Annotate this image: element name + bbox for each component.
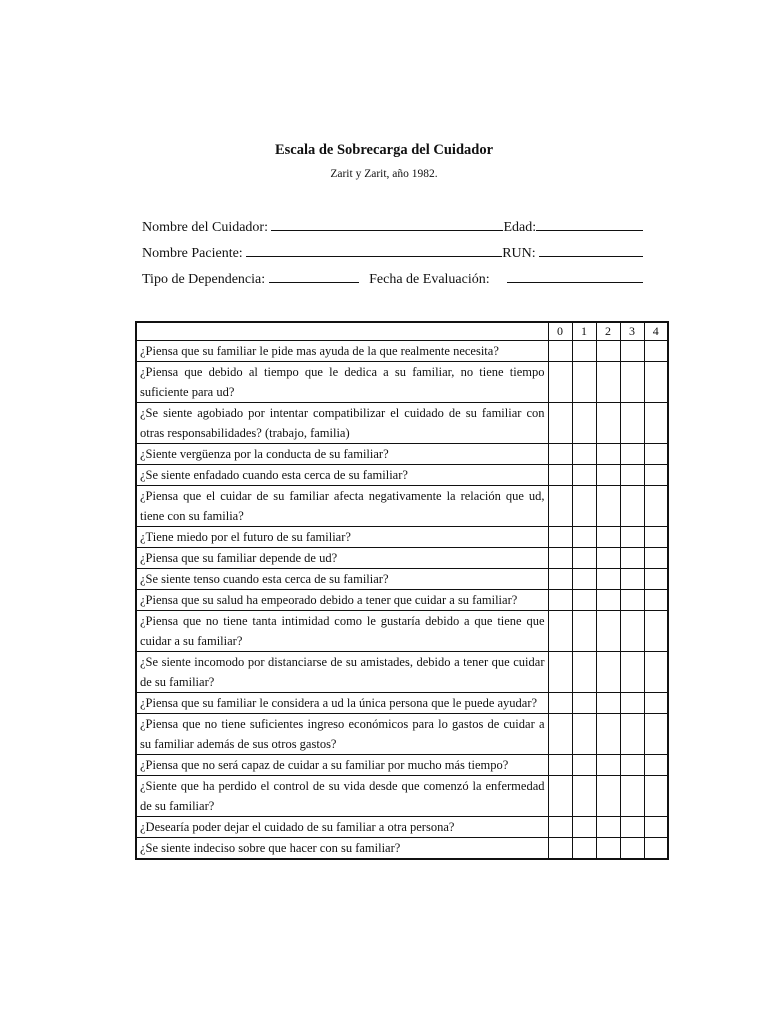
question-text: ¿Piensa que debido al tiempo que le dedica a su familiar, no tiene tiempo suficiente para ud? xyxy=(136,362,548,403)
header-blank-cell xyxy=(136,322,548,341)
score-cell-2[interactable] xyxy=(596,590,620,611)
score-cell-3[interactable] xyxy=(620,362,644,403)
score-cell-4[interactable] xyxy=(644,403,668,444)
score-cell-0[interactable] xyxy=(548,362,572,403)
score-cell-2[interactable] xyxy=(596,611,620,652)
question-text: ¿Piensa que no tiene tanta intimidad como le gustaría debido a que tiene que cuidar a su familiar? xyxy=(136,611,548,652)
score-cell-4[interactable] xyxy=(644,838,668,860)
score-cell-1[interactable] xyxy=(572,838,596,860)
dependency-label: Tipo de Dependencia: xyxy=(142,272,266,287)
score-cell-2[interactable] xyxy=(596,652,620,693)
caregiver-label: Nombre del Cuidador: xyxy=(142,220,268,235)
score-cell-2[interactable] xyxy=(596,548,620,569)
question-text: ¿Siente que ha perdido el control de su vida desde que comenzó la enfermedad de su familiar? xyxy=(136,776,548,817)
score-cell-1[interactable] xyxy=(572,548,596,569)
question-text: ¿Piensa que su familiar le considera a ud la única persona que le puede ayudar? xyxy=(136,693,548,714)
score-cell-3[interactable] xyxy=(620,569,644,590)
score-cell-1[interactable] xyxy=(572,755,596,776)
score-cell-3[interactable] xyxy=(620,341,644,362)
score-cell-3[interactable] xyxy=(620,486,644,527)
score-cell-0[interactable] xyxy=(548,755,572,776)
score-cell-4[interactable] xyxy=(644,486,668,527)
question-text: ¿Se siente agobiado por intentar compatibilizar el cuidado de su familiar con otras responsabilidades? (trabajo, familia) xyxy=(136,403,548,444)
age-label: Edad: xyxy=(503,220,537,235)
question-text: ¿Siente vergüenza por la conducta de su familiar? xyxy=(136,444,548,465)
score-cell-2[interactable] xyxy=(596,527,620,548)
question-text: ¿Se siente enfadado cuando esta cerca de su familiar? xyxy=(136,465,548,486)
score-cell-0[interactable] xyxy=(548,444,572,465)
document-title: Escala de Sobrecarga del Cuidador xyxy=(274,142,494,158)
score-cell-1[interactable] xyxy=(572,486,596,527)
question-text: ¿Se siente incomodo por distanciarse de su amistades, debido a tener que cuidar de su familiar? xyxy=(136,652,548,693)
score-cell-1[interactable] xyxy=(572,362,596,403)
score-cell-0[interactable] xyxy=(548,611,572,652)
patient-name-field[interactable] xyxy=(246,244,502,257)
score-cell-1[interactable] xyxy=(572,714,596,755)
table-header-row xyxy=(136,322,668,341)
patient-row xyxy=(142,244,643,262)
score-cell-4[interactable] xyxy=(644,362,668,403)
score-cell-3[interactable] xyxy=(620,465,644,486)
score-cell-1[interactable] xyxy=(572,611,596,652)
score-cell-0[interactable] xyxy=(548,403,572,444)
score-cell-0[interactable] xyxy=(548,569,572,590)
table-row xyxy=(136,652,668,693)
score-cell-2[interactable] xyxy=(596,693,620,714)
score-cell-3[interactable] xyxy=(620,548,644,569)
score-cell-4[interactable] xyxy=(644,527,668,548)
score-cell-1[interactable] xyxy=(572,403,596,444)
score-cell-0[interactable] xyxy=(548,776,572,817)
table-row xyxy=(136,403,668,444)
score-cell-1[interactable] xyxy=(572,817,596,838)
dependency-field[interactable] xyxy=(269,270,359,283)
score-cell-1[interactable] xyxy=(572,444,596,465)
table-row xyxy=(136,693,668,714)
score-cell-0[interactable] xyxy=(548,838,572,860)
score-cell-4[interactable] xyxy=(644,776,668,817)
score-cell-1[interactable] xyxy=(572,527,596,548)
score-cell-2[interactable] xyxy=(596,341,620,362)
score-cell-2[interactable] xyxy=(596,714,620,755)
burden-scale-table xyxy=(135,321,669,860)
score-cell-2[interactable] xyxy=(596,776,620,817)
score-cell-0[interactable] xyxy=(548,693,572,714)
score-cell-3[interactable] xyxy=(620,838,644,860)
question-text: ¿Se siente tenso cuando esta cerca de su familiar? xyxy=(136,569,548,590)
score-header: 1 xyxy=(572,322,596,341)
score-cell-2[interactable] xyxy=(596,362,620,403)
score-cell-4[interactable] xyxy=(644,444,668,465)
evaluation-date-label: Fecha de Evaluación: xyxy=(369,272,490,287)
table-row xyxy=(136,714,668,755)
document-subtitle: Zarit y Zarit, año 1982. xyxy=(330,168,438,180)
table-row xyxy=(136,465,668,486)
question-text: ¿Piensa que no será capaz de cuidar a su familiar por mucho más tiempo? xyxy=(136,755,548,776)
table-row xyxy=(136,569,668,590)
score-cell-2[interactable] xyxy=(596,403,620,444)
table-row xyxy=(136,341,668,362)
question-text: ¿Piensa que no tiene suficientes ingreso económicos para lo gastos de cuidar a su familiar además de sus otros gastos? xyxy=(136,714,548,755)
table-row xyxy=(136,527,668,548)
score-cell-3[interactable] xyxy=(620,693,644,714)
table-row xyxy=(136,444,668,465)
question-text: ¿Piensa que su familiar le pide mas ayuda de la que realmente necesita? xyxy=(136,341,548,362)
score-cell-3[interactable] xyxy=(620,714,644,755)
run-field[interactable] xyxy=(539,244,643,257)
score-cell-2[interactable] xyxy=(596,444,620,465)
score-cell-2[interactable] xyxy=(596,838,620,860)
score-cell-3[interactable] xyxy=(620,776,644,817)
score-cell-3[interactable] xyxy=(620,590,644,611)
score-cell-2[interactable] xyxy=(596,817,620,838)
score-cell-4[interactable] xyxy=(644,465,668,486)
table-row xyxy=(136,548,668,569)
score-header: 4 xyxy=(644,322,668,341)
question-text: ¿Piensa que su familiar depende de ud? xyxy=(136,548,548,569)
score-cell-0[interactable] xyxy=(548,548,572,569)
score-cell-1[interactable] xyxy=(572,465,596,486)
table-row xyxy=(136,755,668,776)
score-cell-1[interactable] xyxy=(572,652,596,693)
score-cell-2[interactable] xyxy=(596,755,620,776)
score-header: 0 xyxy=(548,322,572,341)
score-cell-2[interactable] xyxy=(596,569,620,590)
table-row xyxy=(136,590,668,611)
score-cell-1[interactable] xyxy=(572,693,596,714)
caregiver-name-field[interactable] xyxy=(271,218,503,231)
score-cell-2[interactable] xyxy=(596,486,620,527)
table-row xyxy=(136,362,668,403)
score-cell-0[interactable] xyxy=(548,590,572,611)
score-cell-3[interactable] xyxy=(620,527,644,548)
score-cell-0[interactable] xyxy=(548,341,572,362)
score-cell-4[interactable] xyxy=(644,611,668,652)
score-cell-0[interactable] xyxy=(548,527,572,548)
question-text: ¿Tiene miedo por el futuro de su familiar? xyxy=(136,527,548,548)
score-cell-4[interactable] xyxy=(644,652,668,693)
score-cell-4[interactable] xyxy=(644,755,668,776)
score-cell-4[interactable] xyxy=(644,817,668,838)
score-cell-1[interactable] xyxy=(572,590,596,611)
question-text: ¿Desearía poder dejar el cuidado de su familiar a otra persona? xyxy=(136,817,548,838)
score-cell-4[interactable] xyxy=(644,548,668,569)
score-cell-4[interactable] xyxy=(644,590,668,611)
score-cell-3[interactable] xyxy=(620,755,644,776)
score-cell-4[interactable] xyxy=(644,693,668,714)
score-cell-1[interactable] xyxy=(572,776,596,817)
score-cell-3[interactable] xyxy=(620,817,644,838)
score-cell-3[interactable] xyxy=(620,611,644,652)
table-row xyxy=(136,611,668,652)
score-cell-4[interactable] xyxy=(644,714,668,755)
score-cell-4[interactable] xyxy=(644,569,668,590)
evaluation-date-field[interactable] xyxy=(507,270,643,283)
table-row xyxy=(136,838,668,860)
run-label: RUN: xyxy=(502,246,536,261)
score-cell-0[interactable] xyxy=(548,817,572,838)
caregiver-row xyxy=(142,218,643,236)
question-text: ¿Piensa que su salud ha empeorado debido a tener que cuidar a su familiar? xyxy=(136,590,548,611)
score-header: 2 xyxy=(596,322,620,341)
score-cell-0[interactable] xyxy=(548,652,572,693)
score-cell-2[interactable] xyxy=(596,465,620,486)
score-cell-0[interactable] xyxy=(548,465,572,486)
score-cell-0[interactable] xyxy=(548,486,572,527)
score-cell-1[interactable] xyxy=(572,341,596,362)
table-row xyxy=(136,817,668,838)
score-cell-0[interactable] xyxy=(548,714,572,755)
patient-label: Nombre Paciente: xyxy=(142,246,243,261)
score-cell-3[interactable] xyxy=(620,652,644,693)
score-cell-4[interactable] xyxy=(644,341,668,362)
score-cell-3[interactable] xyxy=(620,403,644,444)
question-text: ¿Se siente indeciso sobre que hacer con su familiar? xyxy=(136,838,548,860)
table-row xyxy=(136,776,668,817)
score-cell-3[interactable] xyxy=(620,444,644,465)
score-cell-1[interactable] xyxy=(572,569,596,590)
age-field[interactable] xyxy=(536,218,643,231)
question-text: ¿Piensa que el cuidar de su familiar afecta negativamente la relación que ud, tiene con su familia? xyxy=(136,486,548,527)
dependency-row xyxy=(142,270,643,288)
table-row xyxy=(136,486,668,527)
score-header: 3 xyxy=(620,322,644,341)
